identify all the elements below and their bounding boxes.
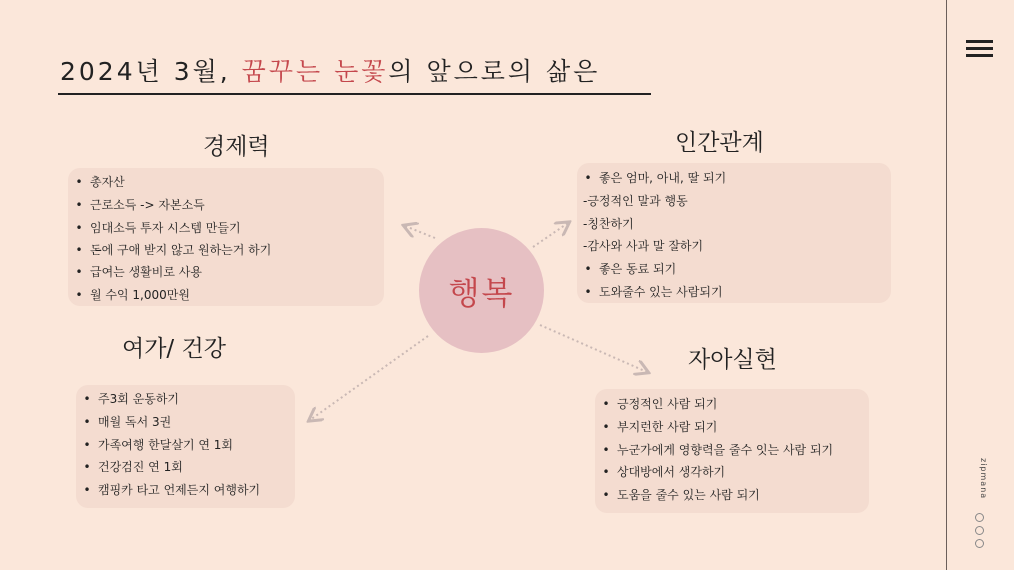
list-item: • 급여는 생활비로 사용 bbox=[75, 265, 202, 279]
list-item: -긍정적인 말과 행동 bbox=[583, 194, 688, 208]
arrow-relationships bbox=[533, 223, 568, 247]
list-item: • 월 수익 1,000만원 bbox=[75, 288, 190, 302]
self-card bbox=[595, 389, 869, 513]
title-prefix: 2024년 3월, bbox=[60, 57, 242, 86]
list-item: • 도와줄수 있는 사람되기 bbox=[584, 285, 723, 299]
list-item: • 주3회 운동하기 bbox=[83, 392, 180, 406]
list-item: • 매월 독서 3권 bbox=[83, 415, 172, 429]
list-item: • 부지런한 사람 되기 bbox=[602, 420, 718, 434]
economy-heading: 경제력 bbox=[203, 134, 270, 160]
list-item: • 좋은 엄마, 아내, 딸 되기 bbox=[584, 171, 727, 185]
arrow-leisure bbox=[310, 336, 428, 420]
list-item: • 건강검진 연 1회 bbox=[83, 460, 183, 474]
list-item: • 돈에 구애 받지 않고 원하는거 하기 bbox=[75, 243, 272, 257]
list-item: • 누군가에게 영향력을 줄수 잇는 사람 되기 bbox=[602, 443, 834, 457]
list-item: • 상대방에서 생각하기 bbox=[602, 465, 726, 479]
list-item: • 캠핑카 타고 언제든지 여행하기 bbox=[83, 483, 261, 497]
leisure-heading: 여가/ 건강 bbox=[122, 336, 226, 362]
center-label: 행복 bbox=[448, 273, 515, 312]
list-item: • 긍정적인 사람 되기 bbox=[602, 397, 718, 411]
list-item: • 총자산 bbox=[75, 175, 125, 189]
center-happiness-circle bbox=[419, 228, 544, 353]
list-item: • 도움을 줄수 있는 사람 되기 bbox=[602, 488, 760, 502]
list-item: • 임대소득 투자 시스템 만들기 bbox=[75, 221, 241, 235]
relationships-heading: 인간관계 bbox=[675, 130, 764, 156]
arrow-economy bbox=[405, 226, 435, 238]
brand-label: zipmana bbox=[979, 458, 988, 500]
list-item: • 가족여행 한달살기 연 1회 bbox=[83, 438, 233, 452]
leisure-card bbox=[76, 385, 295, 508]
list-item: -감사와 사과 말 잘하기 bbox=[583, 239, 704, 253]
relationships-card bbox=[577, 163, 891, 303]
economy-card bbox=[68, 168, 384, 306]
list-item: • 좋은 동료 되기 bbox=[584, 262, 677, 276]
title-suffix: 의 앞으로의 삶은 bbox=[388, 57, 601, 86]
list-item: -칭찬하기 bbox=[583, 217, 634, 231]
arrow-self bbox=[540, 325, 647, 372]
self-heading: 자아실현 bbox=[688, 347, 777, 373]
list-item: • 근로소득 -> 자본소득 bbox=[75, 198, 205, 212]
title-accent: 꿈꾸는 눈꽃 bbox=[241, 57, 389, 86]
